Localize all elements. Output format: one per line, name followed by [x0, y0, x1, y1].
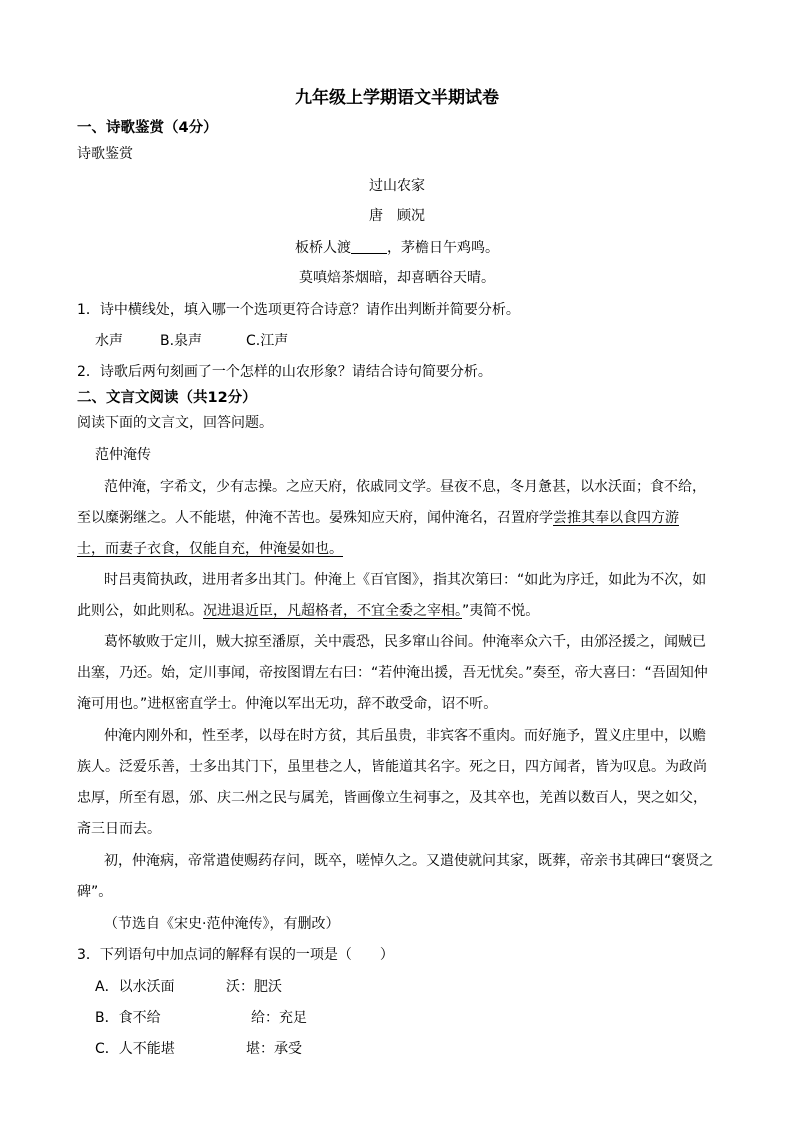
paragraph-4-line-3: 忠厚，所至有恩，邠、庆二州之民与属羌，皆画像立生祠事之，及其卒也，羌酋以数百人，哭之如父，: [77, 790, 707, 806]
q3-option-c-label: C．人不能堪: [95, 1041, 175, 1057]
poem-line-1-start: 板桥人渡: [295, 240, 351, 256]
paragraph-4-line-4: 斋三日而去。: [77, 821, 161, 837]
source-note: （节选自《宋史·范仲淹传》，有删改）: [104, 916, 340, 932]
paragraph-4-line-2: 族人。泛爱乐善，士多出其门下，虽里巷之人，皆能道其名字。死之日，四方闻者，皆为叹息。为政尚: [77, 759, 707, 775]
q3-option-b-label: B．食不给: [95, 1010, 161, 1026]
section2-heading: 二、文言文阅读（共12分）: [77, 390, 257, 406]
q3-option-a-gloss: 沃：肥沃: [226, 979, 282, 995]
poem-line-1: [0, 238, 794, 258]
q1-option-c: C.江声: [246, 333, 289, 349]
poem-blank: [351, 239, 387, 254]
q1-option-b: B.泉声: [160, 333, 203, 349]
paragraph-3-line-3: 淹可用也。”进枢密直学士。仲淹以军出无功，辞不敢受命，诏不听。: [77, 696, 498, 712]
q3-option-a-label: A．以水沃面: [95, 979, 175, 995]
question-3: 3．下列语句中加点词的解释有误的一项是（ ）: [77, 947, 394, 963]
q1-option-a: 水声: [95, 333, 123, 349]
paragraph-3-line-1: 葛怀敏败于定川，贼大掠至潘原，关中震恐，民多窜山谷间。仲淹率众六千，由邠泾援之，闻贼已: [104, 634, 706, 650]
section1-heading: 一、诗歌鉴赏（4分）: [77, 120, 218, 136]
paragraph-1-line-1: 范仲淹，字希文，少有志操。之应天府，依戚同文学。昼夜不息，冬月惫甚，以水沃面；食不给，: [104, 479, 706, 495]
paragraph-5-line-2: 碑”。: [77, 884, 113, 900]
paragraph-2-line-2: [77, 601, 539, 621]
poem-line-1-end: ，茅檐日午鸡鸣。: [387, 240, 499, 256]
paragraph-4-line-1: 仲淹内刚外和，性至孝，以母在时方贫，其后虽贵，非宾客不重肉。而好施予，置义庄里中，以赡: [104, 728, 706, 744]
paragraph-5-line-1: 初，仲淹病，帝常遣使赐药存问，既卒，嗟悼久之。又遣使就问其家，既葬，帝亲书其碑曰“褒贤之: [104, 853, 714, 869]
question-1: 1．诗中横线处，填入哪一个选项更符合诗意？请作出判断并简要分析。: [77, 302, 520, 318]
paragraph-2-line-2-end: ”夷简不悦。: [462, 603, 540, 619]
question-2: 2．诗歌后两句刻画了一个怎样的山农形象？请结合诗句简要分析。: [77, 364, 492, 380]
text-title: 范仲淹传: [95, 447, 151, 463]
paragraph-3-line-2: 出塞，乃还。始，定川事闻，帝按图谓左右曰：“若仲淹出援，吾无忧矣。”奏至，帝大喜曰：“吾固知仲: [77, 665, 708, 681]
q3-option-c-gloss: 堪：承受: [246, 1041, 302, 1057]
page-title: 九年级上学期语文半期试卷: [295, 88, 499, 108]
underlined-sentence-2: 况进退近臣，凡超格者，不宜全委之宰相。: [203, 603, 462, 619]
poem-line-2: 莫嗔焙茶烟暗，却喜晒谷天晴。: [299, 270, 495, 286]
paragraph-1-line-2-text: 至以糜粥继之。人不能堪，仲淹不苦也。晏殊知应天府，闻仲淹名，召置府学: [77, 510, 553, 526]
paragraph-1-line-3: [77, 539, 343, 559]
underlined-sentence-1a: 尝推其奉以食四方游: [553, 510, 679, 526]
q3-option-b-gloss: 给：充足: [251, 1010, 307, 1026]
section2-intro: 阅读下面的文言文，回答问题。: [77, 415, 273, 431]
paragraph-2-line-1: 时吕夷简执政，进用者多出其门。仲淹上《百官图》，指其次第曰：“如此为序迁，如此为不次，如: [104, 572, 707, 588]
paragraph-2-line-2-start: 此则公，如此则私。: [77, 603, 203, 619]
section1-intro: 诗歌鉴赏: [77, 146, 133, 162]
paragraph-1-line-2: [77, 508, 679, 528]
underlined-sentence-1b: 士，而妻子衣食，仅能自充，仲淹晏如也。: [77, 541, 343, 557]
poem-author: 唐 顾况: [369, 208, 425, 224]
poem-title: 过山农家: [369, 178, 425, 194]
